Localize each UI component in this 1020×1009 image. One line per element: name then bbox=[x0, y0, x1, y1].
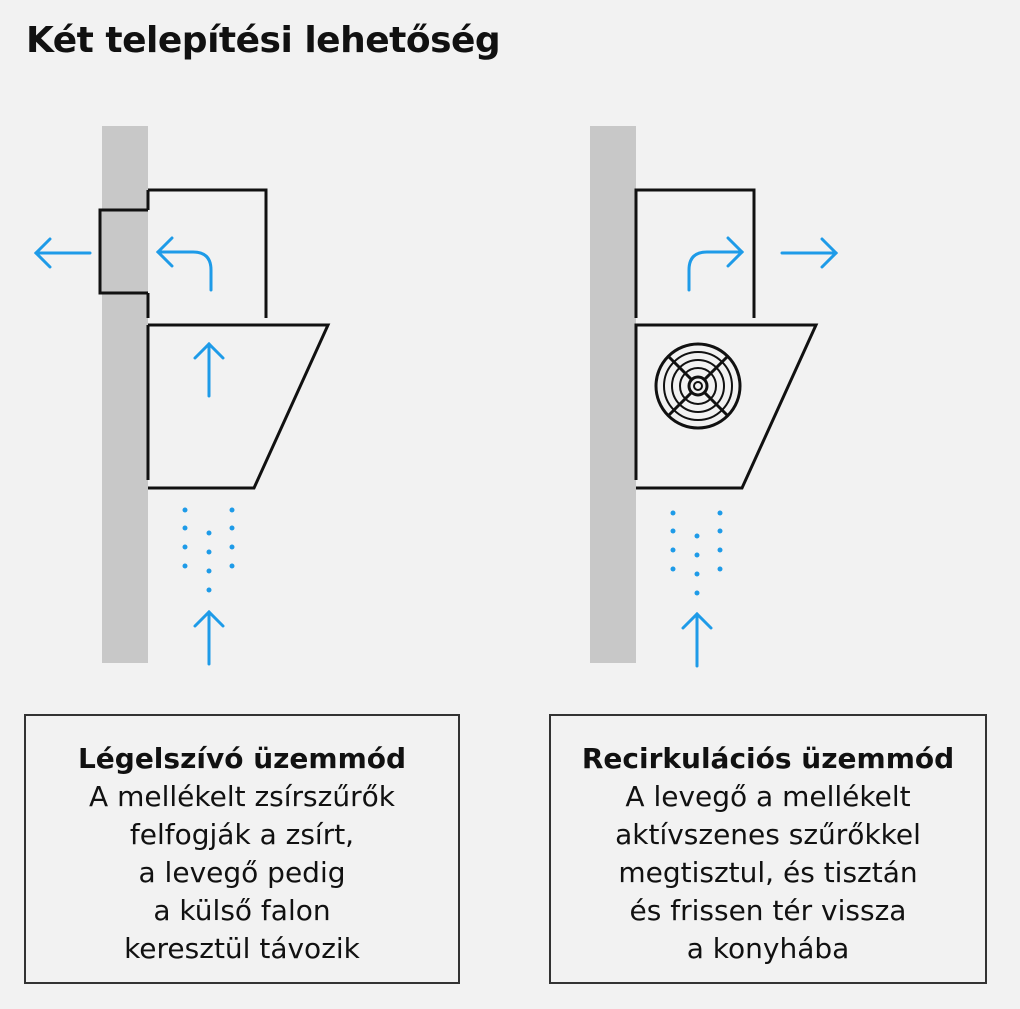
caption-line: keresztül távozik bbox=[124, 932, 360, 965]
curved-left-arrow-icon bbox=[158, 238, 211, 290]
caption-line: A mellékelt zsírszűrők bbox=[89, 780, 395, 813]
extraction-mode-caption bbox=[24, 714, 460, 984]
caption-line: aktívszenes szűrőkkel bbox=[615, 818, 921, 851]
intake-arrow-icon bbox=[195, 612, 223, 664]
left-airflow-dots bbox=[183, 508, 235, 593]
recirculation-mode-caption bbox=[549, 714, 987, 984]
left-wall bbox=[102, 126, 148, 663]
extraction-mode-heading: Légelszívó üzemmód bbox=[77, 742, 407, 775]
caption-line: a levegő pedig bbox=[138, 856, 346, 889]
right-diagram bbox=[590, 126, 836, 666]
caption-line: a külső falon bbox=[153, 894, 331, 927]
fan-icon bbox=[656, 344, 740, 428]
return-arrow-icon bbox=[782, 239, 836, 267]
left-duct bbox=[100, 210, 148, 293]
caption-line: és frissen tér vissza bbox=[629, 894, 907, 927]
caption-line: a konyhába bbox=[686, 932, 850, 965]
up-arrow-icon bbox=[195, 344, 223, 396]
left-diagram bbox=[36, 126, 328, 664]
left-hood bbox=[148, 325, 328, 488]
caption-line: felfogják a zsírt, bbox=[129, 818, 355, 851]
left-chimney bbox=[148, 190, 266, 318]
intake-arrow-icon bbox=[683, 614, 711, 666]
curved-right-arrow-icon bbox=[689, 238, 742, 290]
right-wall bbox=[590, 126, 636, 663]
exhaust-arrow-icon bbox=[36, 239, 90, 267]
caption-line: A levegő a mellékelt bbox=[625, 780, 911, 813]
recirculation-mode-heading: Recirkulációs üzemmód bbox=[581, 742, 955, 775]
right-airflow-dots bbox=[671, 511, 723, 596]
caption-line: megtisztul, és tisztán bbox=[618, 856, 918, 889]
page-title: Két telepítési lehetőség bbox=[26, 20, 501, 61]
